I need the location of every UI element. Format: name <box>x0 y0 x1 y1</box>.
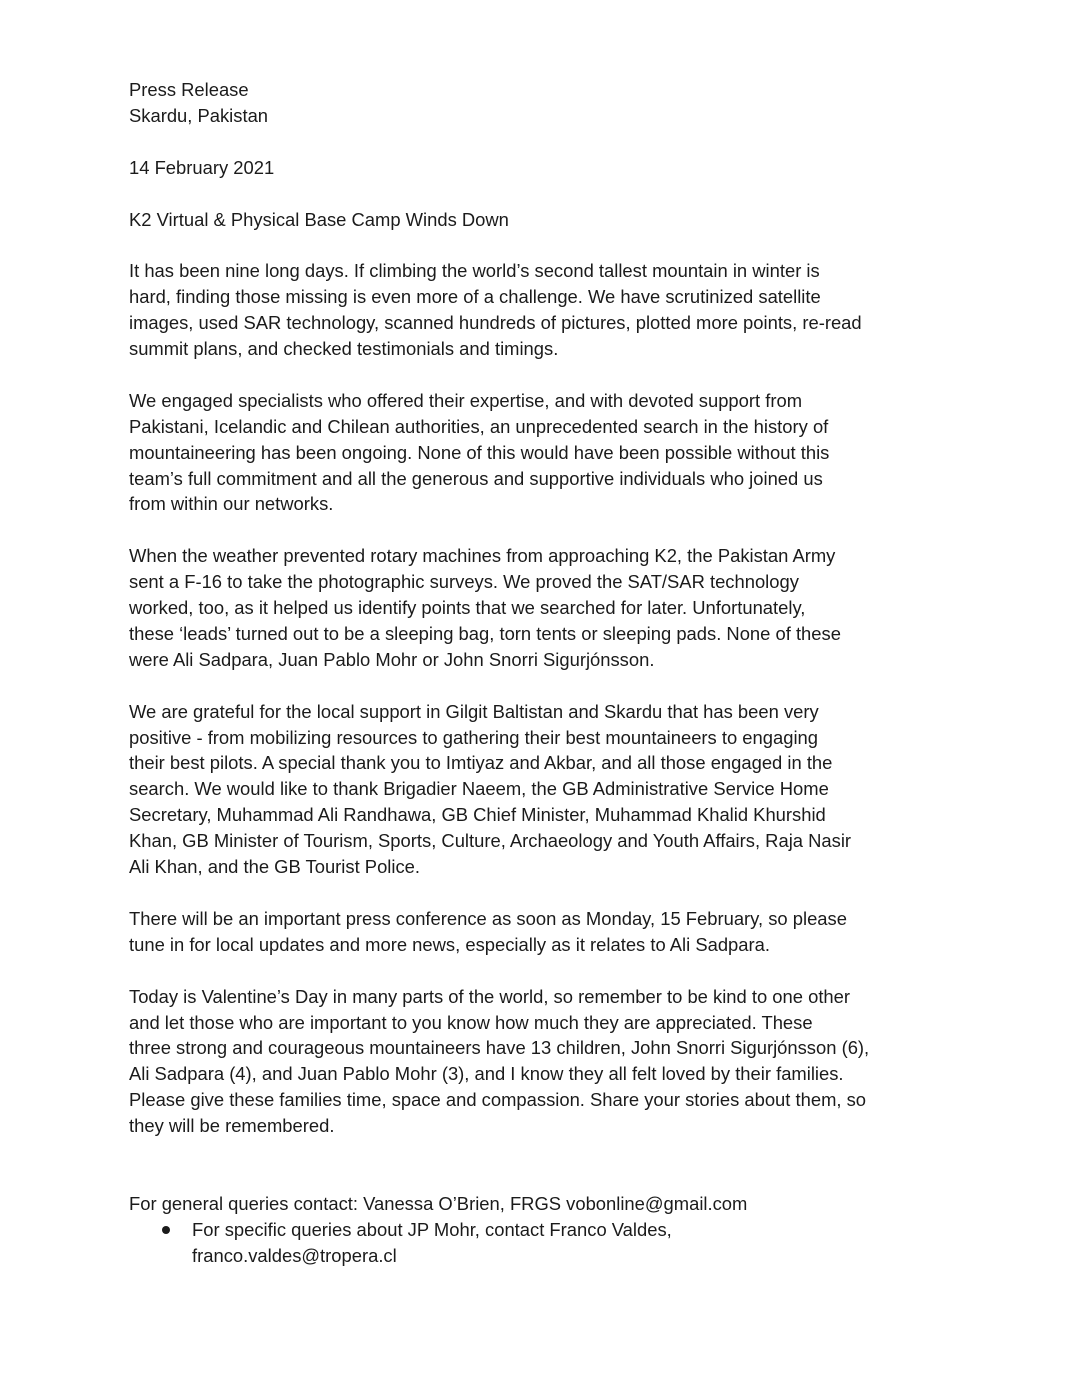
paragraph-3 <box>129 543 929 673</box>
location: Skardu, Pakistan <box>129 104 269 126</box>
paragraph-line: sent a F-16 to take the photographic surveys. We proved the SAT/SAR technology <box>129 571 799 593</box>
paragraph-line: these ‘leads’ turned out to be a sleeping bag, torn tents or sleeping pads. None of these <box>129 622 841 644</box>
paragraph-line: We engaged specialists who offered their expertise, and with devoted support from <box>129 389 803 411</box>
paragraph-line: and let those who are important to you know how much they are appreciated. These <box>129 1011 813 1033</box>
paragraph-line: from within our networks. <box>129 493 334 515</box>
general-contact: For general queries contact: Vanessa O’Brien, FRGS vobonline@gmail.com <box>129 1192 748 1214</box>
document-type: Press Release <box>129 79 249 100</box>
paragraph-line: search. We would like to thank Brigadier Naeem, the GB Administrative Service Home <box>129 778 829 800</box>
paragraph-line: When the weather prevented rotary machines from approaching K2, the Pakistan Army <box>129 545 836 567</box>
paragraph-1 <box>129 258 929 362</box>
paragraph-line: Today is Valentine’s Day in many parts of the world, so remember to be kind to one other <box>129 985 851 1007</box>
paragraph-line: their best pilots. A special thank you to Imtiyaz and Akbar, and all those engaged in the <box>129 752 833 774</box>
paragraph-line: positive - from mobilizing resources to gathering their best mountaineers to engaging <box>129 726 818 748</box>
specific-contact-email: franco.valdes@tropera.cl <box>192 1244 397 1266</box>
headline: K2 Virtual & Physical Base Camp Winds Down <box>129 208 509 230</box>
paragraph-line: Ali Khan, and the GB Tourist Police. <box>129 856 421 878</box>
specific-contact-line: For specific queries about JP Mohr, contact Franco Valdes, <box>192 1218 672 1240</box>
paragraph-2 <box>129 388 929 518</box>
paragraph-line: were Ali Sadpara, Juan Pablo Mohr or John Snorri Sigurjónsson. <box>129 648 655 670</box>
paragraph-line: Ali Sadpara (4), and Juan Pablo Mohr (3), and I know they all felt loved by their families. <box>129 1063 844 1085</box>
paragraph-line: It has been nine long days. If climbing the world’s second tallest mountain in winter is <box>129 260 820 282</box>
paragraph-line: worked, too, as it helped us identify points that we searched for later. Unfortunately, <box>129 597 806 619</box>
paragraph-line: three strong and courageous mountaineers have 13 children, John Snorri Sigurjónsson (6), <box>129 1037 870 1059</box>
paragraph-line: tune in for local updates and more news, especially as it relates to Ali Sadpara. <box>129 933 770 955</box>
paragraph-line: team’s full commitment and all the generous and supportive individuals who joined us <box>129 467 823 489</box>
paragraph-5 <box>129 906 929 958</box>
paragraph-6 <box>129 984 929 1139</box>
paragraph-line: they will be remembered. <box>129 1115 335 1137</box>
paragraph-line: Please give these families time, space and compassion. Share your stories about them, so <box>129 1089 867 1111</box>
paragraph-line: summit plans, and checked testimonials and timings. <box>129 338 559 360</box>
paragraph-4 <box>129 699 929 880</box>
paragraph-line: Secretary, Muhammad Ali Randhawa, GB Chief Minister, Muhammad Khalid Khurshid <box>129 804 826 826</box>
paragraph-line: There will be an important press conference as soon as Monday, 15 February, so please <box>129 907 847 929</box>
release-date: 14 February 2021 <box>129 156 275 178</box>
paragraph-line: hard, finding those missing is even more of a challenge. We have scrutinized satellite <box>129 286 821 308</box>
paragraph-line: images, used SAR technology, scanned hundreds of pictures, plotted more points, re-read <box>129 312 862 334</box>
paragraph-line: mountaineering has been ongoing. None of this would have been possible without this <box>129 441 830 463</box>
press-release-page <box>129 77 929 1269</box>
bullet-icon <box>162 1226 170 1234</box>
contacts-section <box>129 1191 929 1269</box>
paragraph-line: We are grateful for the local support in Gilgit Baltistan and Skardu that has been very <box>129 700 819 722</box>
paragraph-line: Khan, GB Minister of Tourism, Sports, Culture, Archaeology and Youth Affairs, Raja Nasir <box>129 830 852 852</box>
paragraph-line: Pakistani, Icelandic and Chilean authorities, an unprecedented search in the history of <box>129 415 829 437</box>
bullet-list-item <box>129 1217 929 1269</box>
